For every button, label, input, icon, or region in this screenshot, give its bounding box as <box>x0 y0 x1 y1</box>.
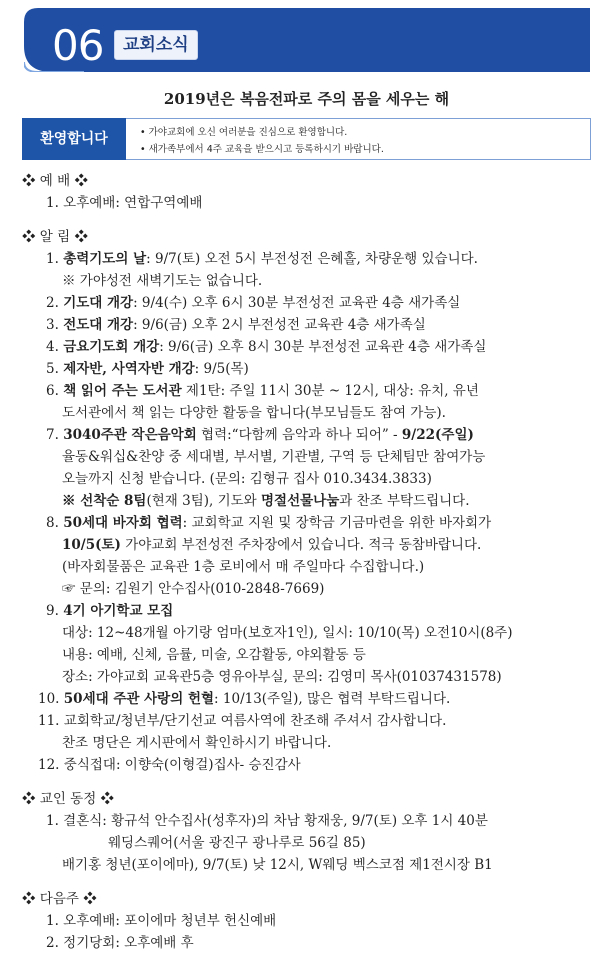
member-news-subline: 배기홍 청년(포이에마), 9/7(토) 낮 12시, W웨딩 벡스코점 제1전시장 B1 <box>62 857 493 873</box>
annual-slogan: 2019년은 복음전파로 주의 몸을 세우는 해 <box>163 90 450 108</box>
worship-heading: ❖ 예 배 ❖ <box>22 173 88 189</box>
notice-subline: 장소: 가야교회 교육관5층 영유아부실, 문의: 김영미 목사(01037431578) <box>62 669 502 685</box>
notices-heading: ❖ 알 림 ❖ <box>22 229 88 245</box>
next-week-item: 1. 오후예배: 포이에마 청년부 헌신예배 <box>46 913 277 929</box>
welcome-label: 환영합니다 <box>22 118 126 160</box>
notice-subline: ※ 선착순 8팀(현재 3팀), 기도와 명절선물나눔과 찬조 부탁드립니다. <box>62 493 470 509</box>
member-news-heading: ❖ 교인 동정 ❖ <box>22 791 115 807</box>
section-title: 교회소식 <box>114 30 198 60</box>
next-week-item: 2. 정기당회: 오후예배 후 <box>46 935 194 951</box>
notice-item: 7. 3040주관 작은음악회 협력:“다함께 음악과 하나 되어” - 9/22(주일) <box>46 427 474 443</box>
notice-subline: 도서관에서 책 읽는 다양한 활동을 합니다(부모님들도 참여 가능). <box>62 405 446 421</box>
header-banner-shape <box>24 8 590 72</box>
notice-item: 8. 50세대 바자회 협력: 교회학교 지원 및 장학금 기금마련을 위한 바자회가 <box>46 515 492 531</box>
notice-item: 10. 50세대 주관 사랑의 헌혈: 10/13(주일), 많은 협력 부탁드립니다. <box>38 691 451 707</box>
next-week-heading: ❖ 다음주 ❖ <box>22 891 97 907</box>
notice-subline: 대상: 12~48개월 아기랑 엄마(보호자1인), 일시: 10/10(목) 오전10시(8주) <box>62 625 513 641</box>
notice-item: 6. 책 읽어 주는 도서관 제1탄: 주일 11시 30분 ~ 12시, 대상: 유치, 유년 <box>46 383 479 399</box>
notice-item: 4. 금요기도회 개강: 9/6(금) 오후 8시 30분 부전성전 교육관 4층 새가족실 <box>46 339 487 355</box>
notice-item: 12. 중식접대: 이향숙(이형걸)집사- 승진감사 <box>38 757 301 773</box>
notice-subline: (바자회물품은 교육관 1층 로비에서 매 주일마다 수집합니다.) <box>62 559 425 575</box>
notice-subline: 내용: 예배, 신체, 음률, 미술, 오감활동, 야외활동 등 <box>62 647 366 663</box>
bulletin-content <box>22 170 597 954</box>
section-header <box>24 8 590 72</box>
notice-item: 11. 교회학교/청년부/단기선교 여름사역에 찬조해 주셔서 감사합니다. <box>38 713 447 729</box>
notice-contact: ☞ 문의: 김원기 안수집사(010-2848-7669) <box>62 581 325 597</box>
notice-item: 2. 기도대 개강: 9/4(수) 오후 6시 30분 부전성전 교육관 4층 새가족실 <box>46 295 461 311</box>
notice-subline: 율동&워십&찬양 중 세대별, 부서별, 기관별, 구역 등 단체팀만 참여가능 <box>62 449 486 465</box>
notice-item: 9. 4기 아기학교 모집 <box>46 603 174 619</box>
welcome-box <box>22 118 592 160</box>
member-news-subline: 웨딩스퀘어(서울 광진구 광나루로 56길 85) <box>108 835 366 851</box>
notice-item: 5. 제자반, 사역자반 개강: 9/5(목) <box>46 361 249 377</box>
welcome-line: • 새가족부에서 4주 교육을 받으시고 등록하시기 바랍니다. <box>140 144 384 155</box>
notice-subline: 10/5(토) 가야교회 부전성전 주차장에서 있습니다. 적극 동참바랍니다. <box>62 537 482 553</box>
member-news-item: 1. 결혼식: 황규석 안수집사(성후자)의 차남 황재웅, 9/7(토) 오후 1시 40분 <box>46 813 488 829</box>
notice-subline: ※ 가야성전 새벽기도는 없습니다. <box>62 273 263 289</box>
welcome-line: • 가야교회에 오신 여러분을 진심으로 환영합니다. <box>140 127 348 138</box>
notice-subline: 찬조 명단은 게시판에서 확인하시기 바랍니다. <box>62 735 332 751</box>
notice-item: 3. 전도대 개강: 9/6(금) 오후 2시 부전성전 교육관 4층 새가족실 <box>46 317 426 333</box>
section-number: 06 <box>52 21 104 70</box>
notice-item: 1. 총력기도의 날: 9/7(토) 오전 5시 부전성전 은혜홀, 차량운행 있습니다. <box>46 251 478 267</box>
welcome-message-box <box>126 118 591 160</box>
notice-subline: 오늘까지 신청 받습니다. (문의: 김형규 집사 010.3434.3833) <box>62 471 432 487</box>
worship-item: 1. 오후예배: 연합구역예배 <box>46 195 203 211</box>
